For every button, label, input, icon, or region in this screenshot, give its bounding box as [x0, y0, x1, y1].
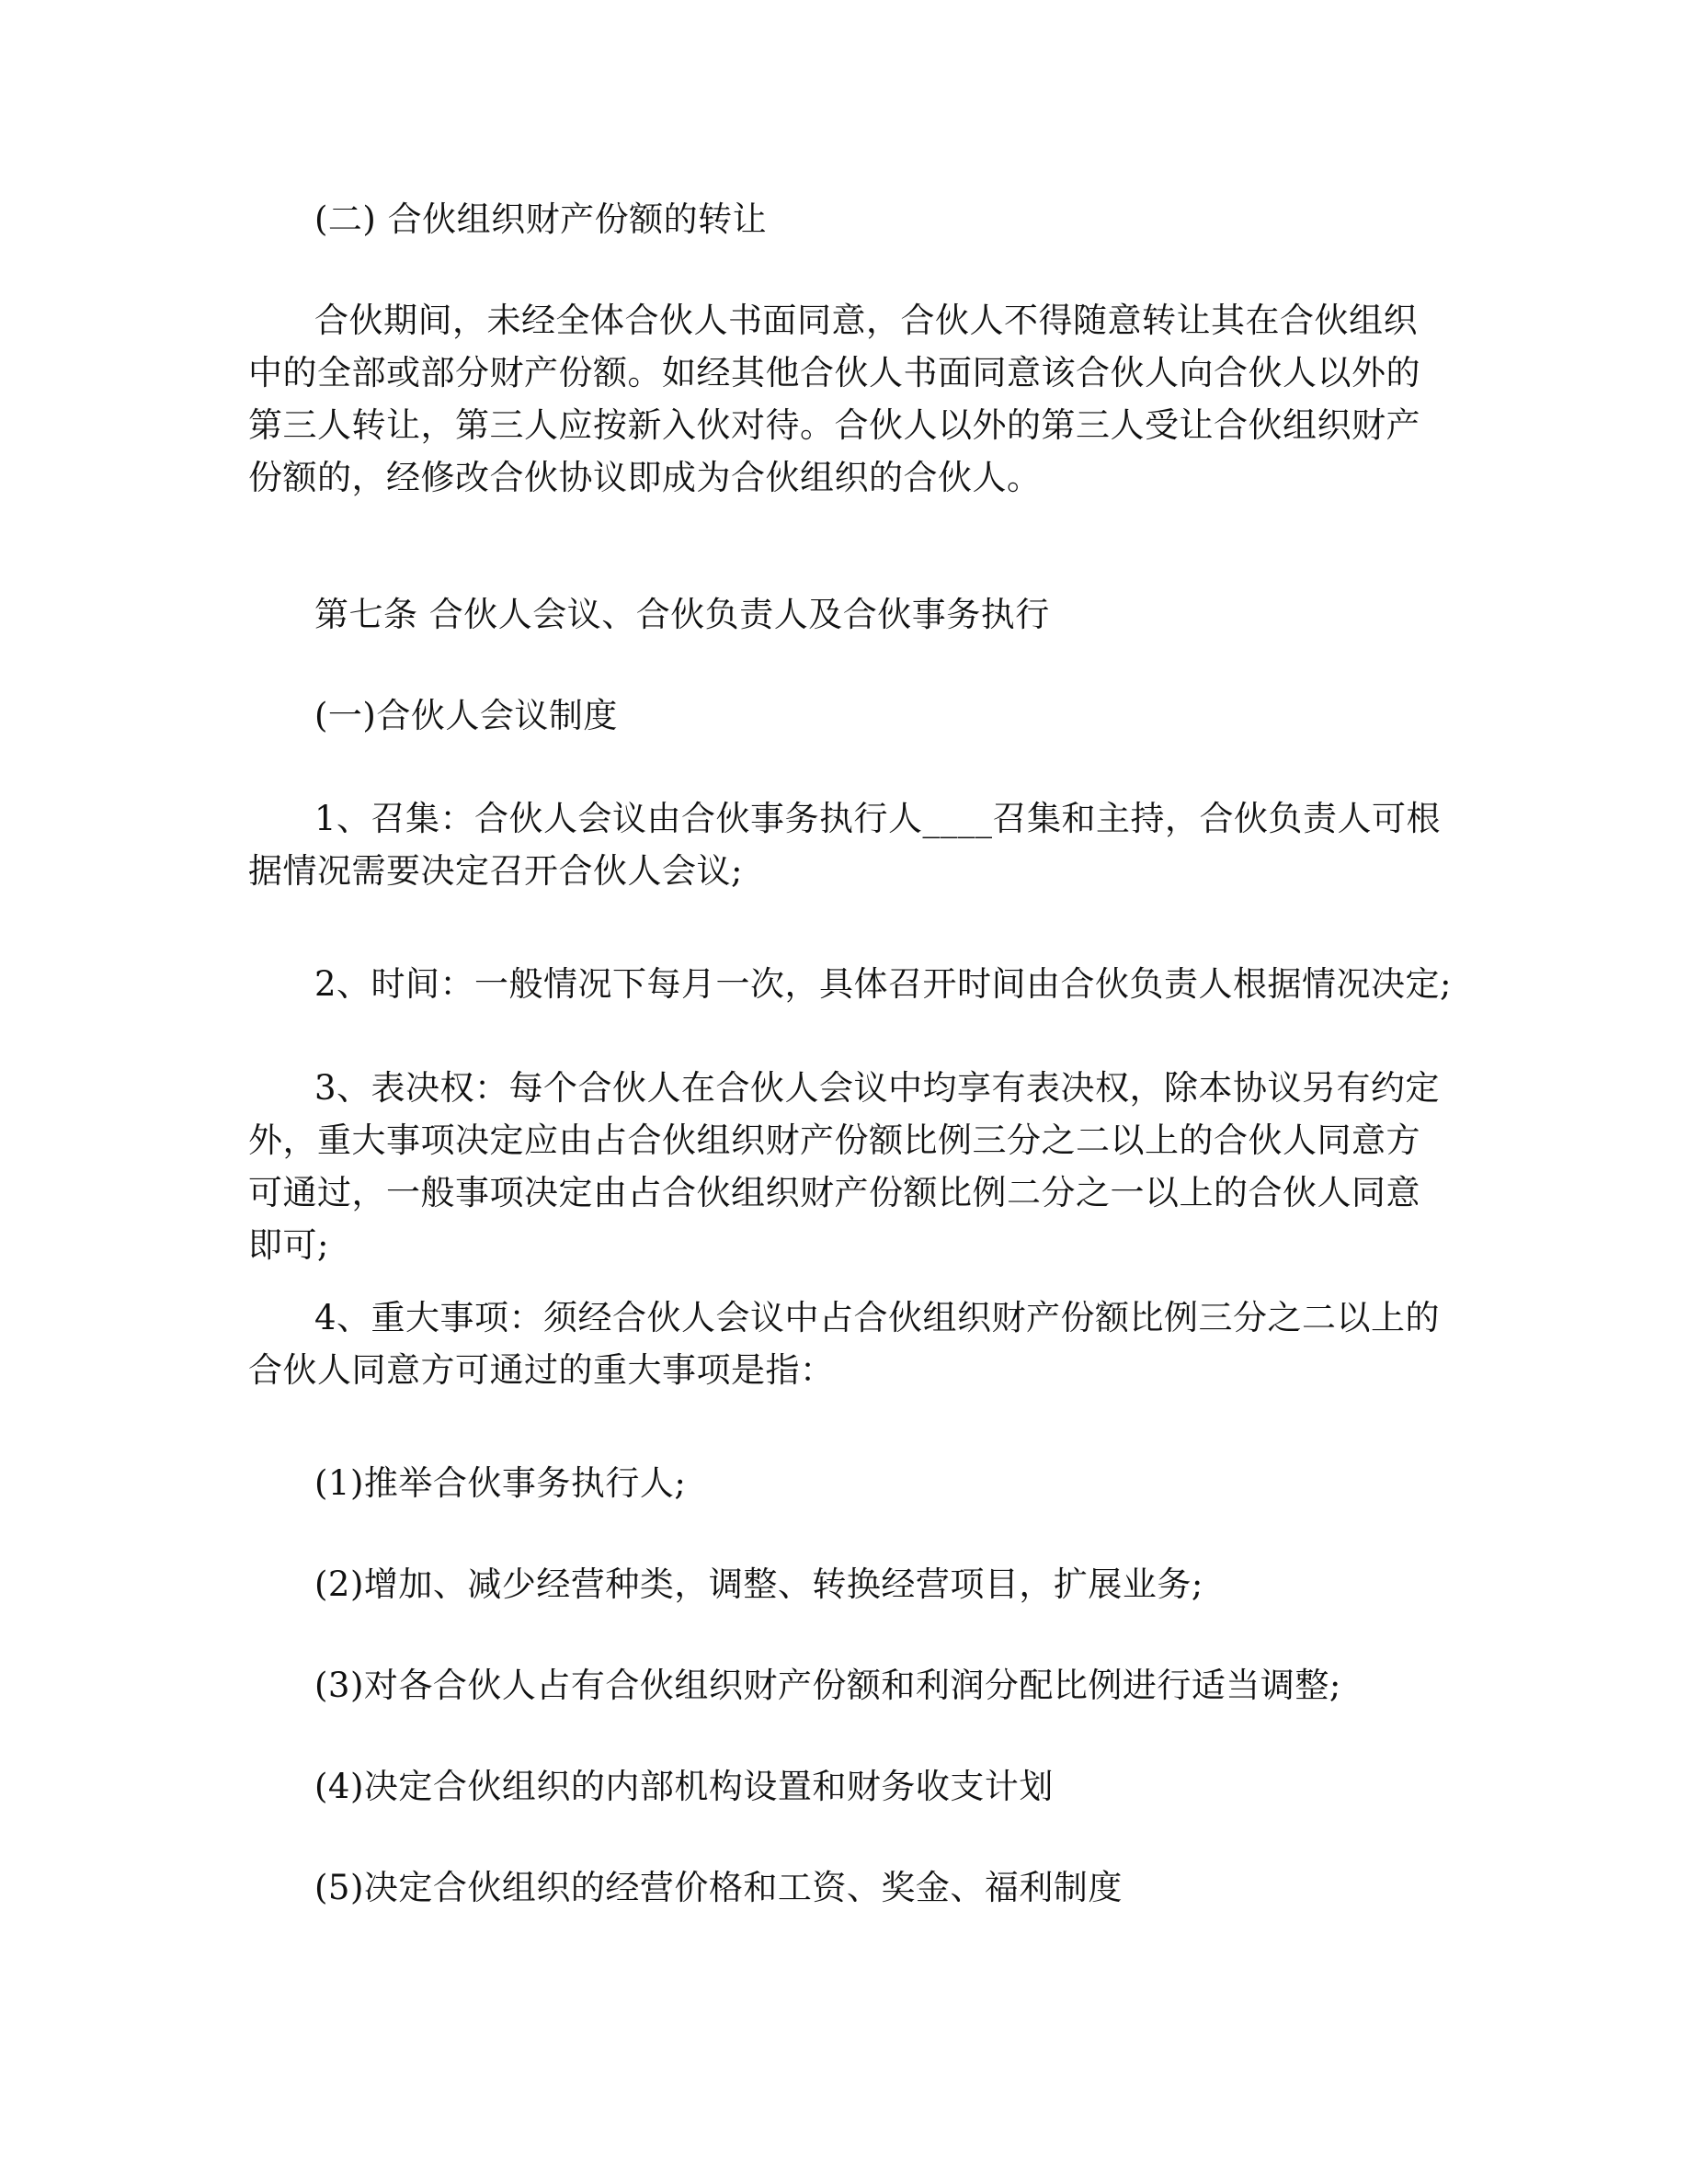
- list-item-1: (1)推举合伙事务执行人;: [314, 1463, 687, 1503]
- list-item-2: (2)增加、减少经营种类，调整、转换经营项目，扩展业务;: [314, 1564, 1203, 1604]
- list-item-5: (5)决定合伙组织的经营价格和工资、奖金、福利制度: [314, 1868, 1123, 1907]
- paragraph-transfer-rules: 合伙期间，未经全体合伙人书面同意，合伙人不得随意转让其在合伙组织中的全部或部分财产份额。如经其他合伙人书面同意该合伙人向合伙人以外的第三人转让，第三人应按新入伙对待。合伙人以外的第三人受让合伙组织财产份额的，经修改合伙协议即成为合伙组织的合伙人。: [248, 301, 1420, 497]
- item-convening: 1、召集：合伙人会议由合伙事务执行人____召集和主持，合伙负责人可根据情况需要决定召开合伙人会议;: [248, 799, 1442, 891]
- article-seven-heading: 第七条 合伙人会议、合伙负责人及合伙事务执行: [314, 595, 1050, 634]
- subsection-meeting-system: (一)合伙人会议制度: [314, 696, 618, 735]
- item-voting-rights: 3、表决权：每个合伙人在合伙人会议中均享有表决权，除本协议另有约定外，重大事项决定应由占合伙组织财产份额比例三分之二以上的合伙人同意方可通过，一般事项决定由占合伙组织财产份额比例二分之一以上的合伙人同意即可;: [248, 1068, 1441, 1265]
- list-item-4: (4)决定合伙组织的内部机构设置和财务收支计划: [314, 1767, 1054, 1806]
- list-item-3: (3)对各合伙人占有合伙组织财产份额和利润分配比例进行适当调整;: [314, 1666, 1341, 1705]
- document-page: [248, 0, 1453, 2184]
- item-major-matters: 4、重大事项：须经合伙人会议中占合伙组织财产份额比例三分之二以上的合伙人同意方可通过的重大事项是指：: [248, 1298, 1441, 1390]
- item-time: 2、时间：一般情况下每月一次，具体召开时间由合伙负责人根据情况决定;: [314, 964, 1453, 1004]
- section-heading-transfer: (二) 合伙组织财产份额的转让: [314, 199, 768, 239]
